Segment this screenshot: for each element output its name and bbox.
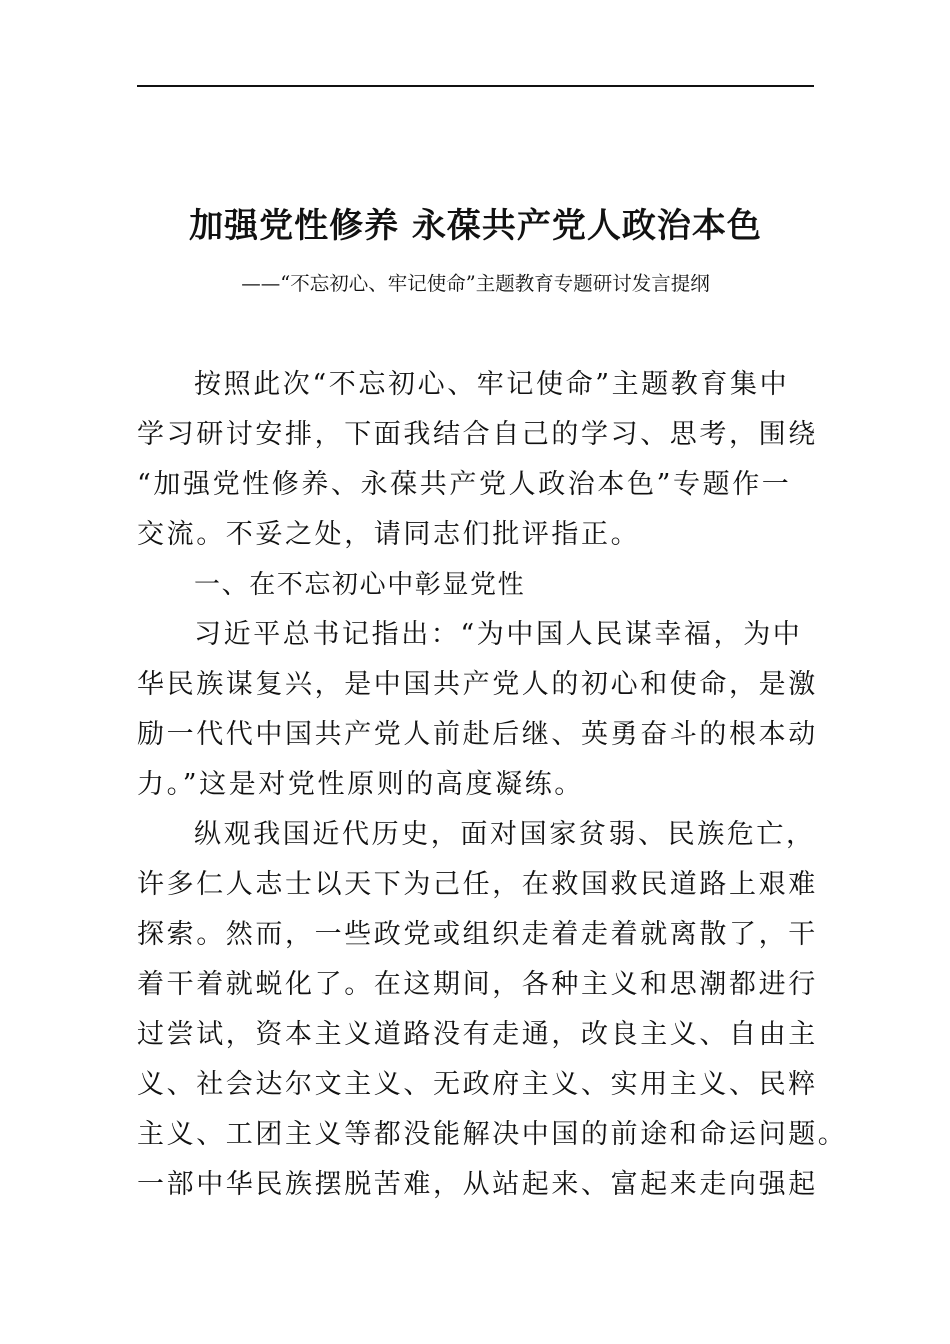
paragraph-3-line-2: 许多仁人志士以天下为己任，在救国救民道路上艰难 xyxy=(137,869,818,900)
paragraph-1-line-1: 按照此次“不忘初心、牢记使命”主题教育集中 xyxy=(194,369,790,400)
paragraph-3-line-1: 纵观我国近代历史，面对国家贫弱、民族危亡， xyxy=(194,819,816,850)
paragraph-1-line-2: 学习研讨安排，下面我结合自己的学习、思考，围绕 xyxy=(137,419,818,450)
paragraph-2-line-2: 华民族谋复兴，是中国共产党人的初心和使命，是激 xyxy=(137,669,818,700)
paragraph-3-line-7: 主义、工团主义等都没能解决中国的前途和命运问题。 xyxy=(137,1119,848,1150)
paragraph-1-line-3: “加强党性修养、永葆共产党人政治本色”专题作一 xyxy=(137,469,792,500)
paragraph-3-line-3: 探索。然而，一些政党或组织走着走着就离散了，干 xyxy=(137,919,818,950)
paragraph-3-line-6: 义、社会达尔文主义、无政府主义、实用主义、民粹 xyxy=(137,1069,818,1100)
header-rule xyxy=(137,85,814,87)
paragraph-3-line-5: 过尝试，资本主义道路没有走通，改良主义、自由主 xyxy=(137,1019,818,1050)
paragraph-2-line-3: 励一代代中国共产党人前赴后继、英勇奋斗的根本动 xyxy=(137,719,818,750)
paragraph-2-line-1: 习近平总书记指出：“为中国人民谋幸福，为中 xyxy=(194,619,803,650)
document-title: 加强党性修养 永葆共产党人政治本色 xyxy=(189,206,762,246)
document-body xyxy=(137,360,848,1210)
paragraph-2-line-4: 力。”这是对党性原则的高度凝练。 xyxy=(137,769,584,800)
paragraph-3-line-8: 一部中华民族摆脱苦难，从站起来、富起来走向强起 xyxy=(137,1169,818,1200)
paragraph-1-line-4: 交流。不妥之处，请同志们批评指正。 xyxy=(137,519,641,550)
section-heading-1: 一、在不忘初心中彰显党性 xyxy=(194,570,526,600)
document-subtitle: ——“不忘初心、牢记使命”主题教育专题研讨发言提纲 xyxy=(241,272,710,295)
paragraph-3-line-4: 着干着就蜕化了。在这期间，各种主义和思潮都进行 xyxy=(137,969,818,1000)
